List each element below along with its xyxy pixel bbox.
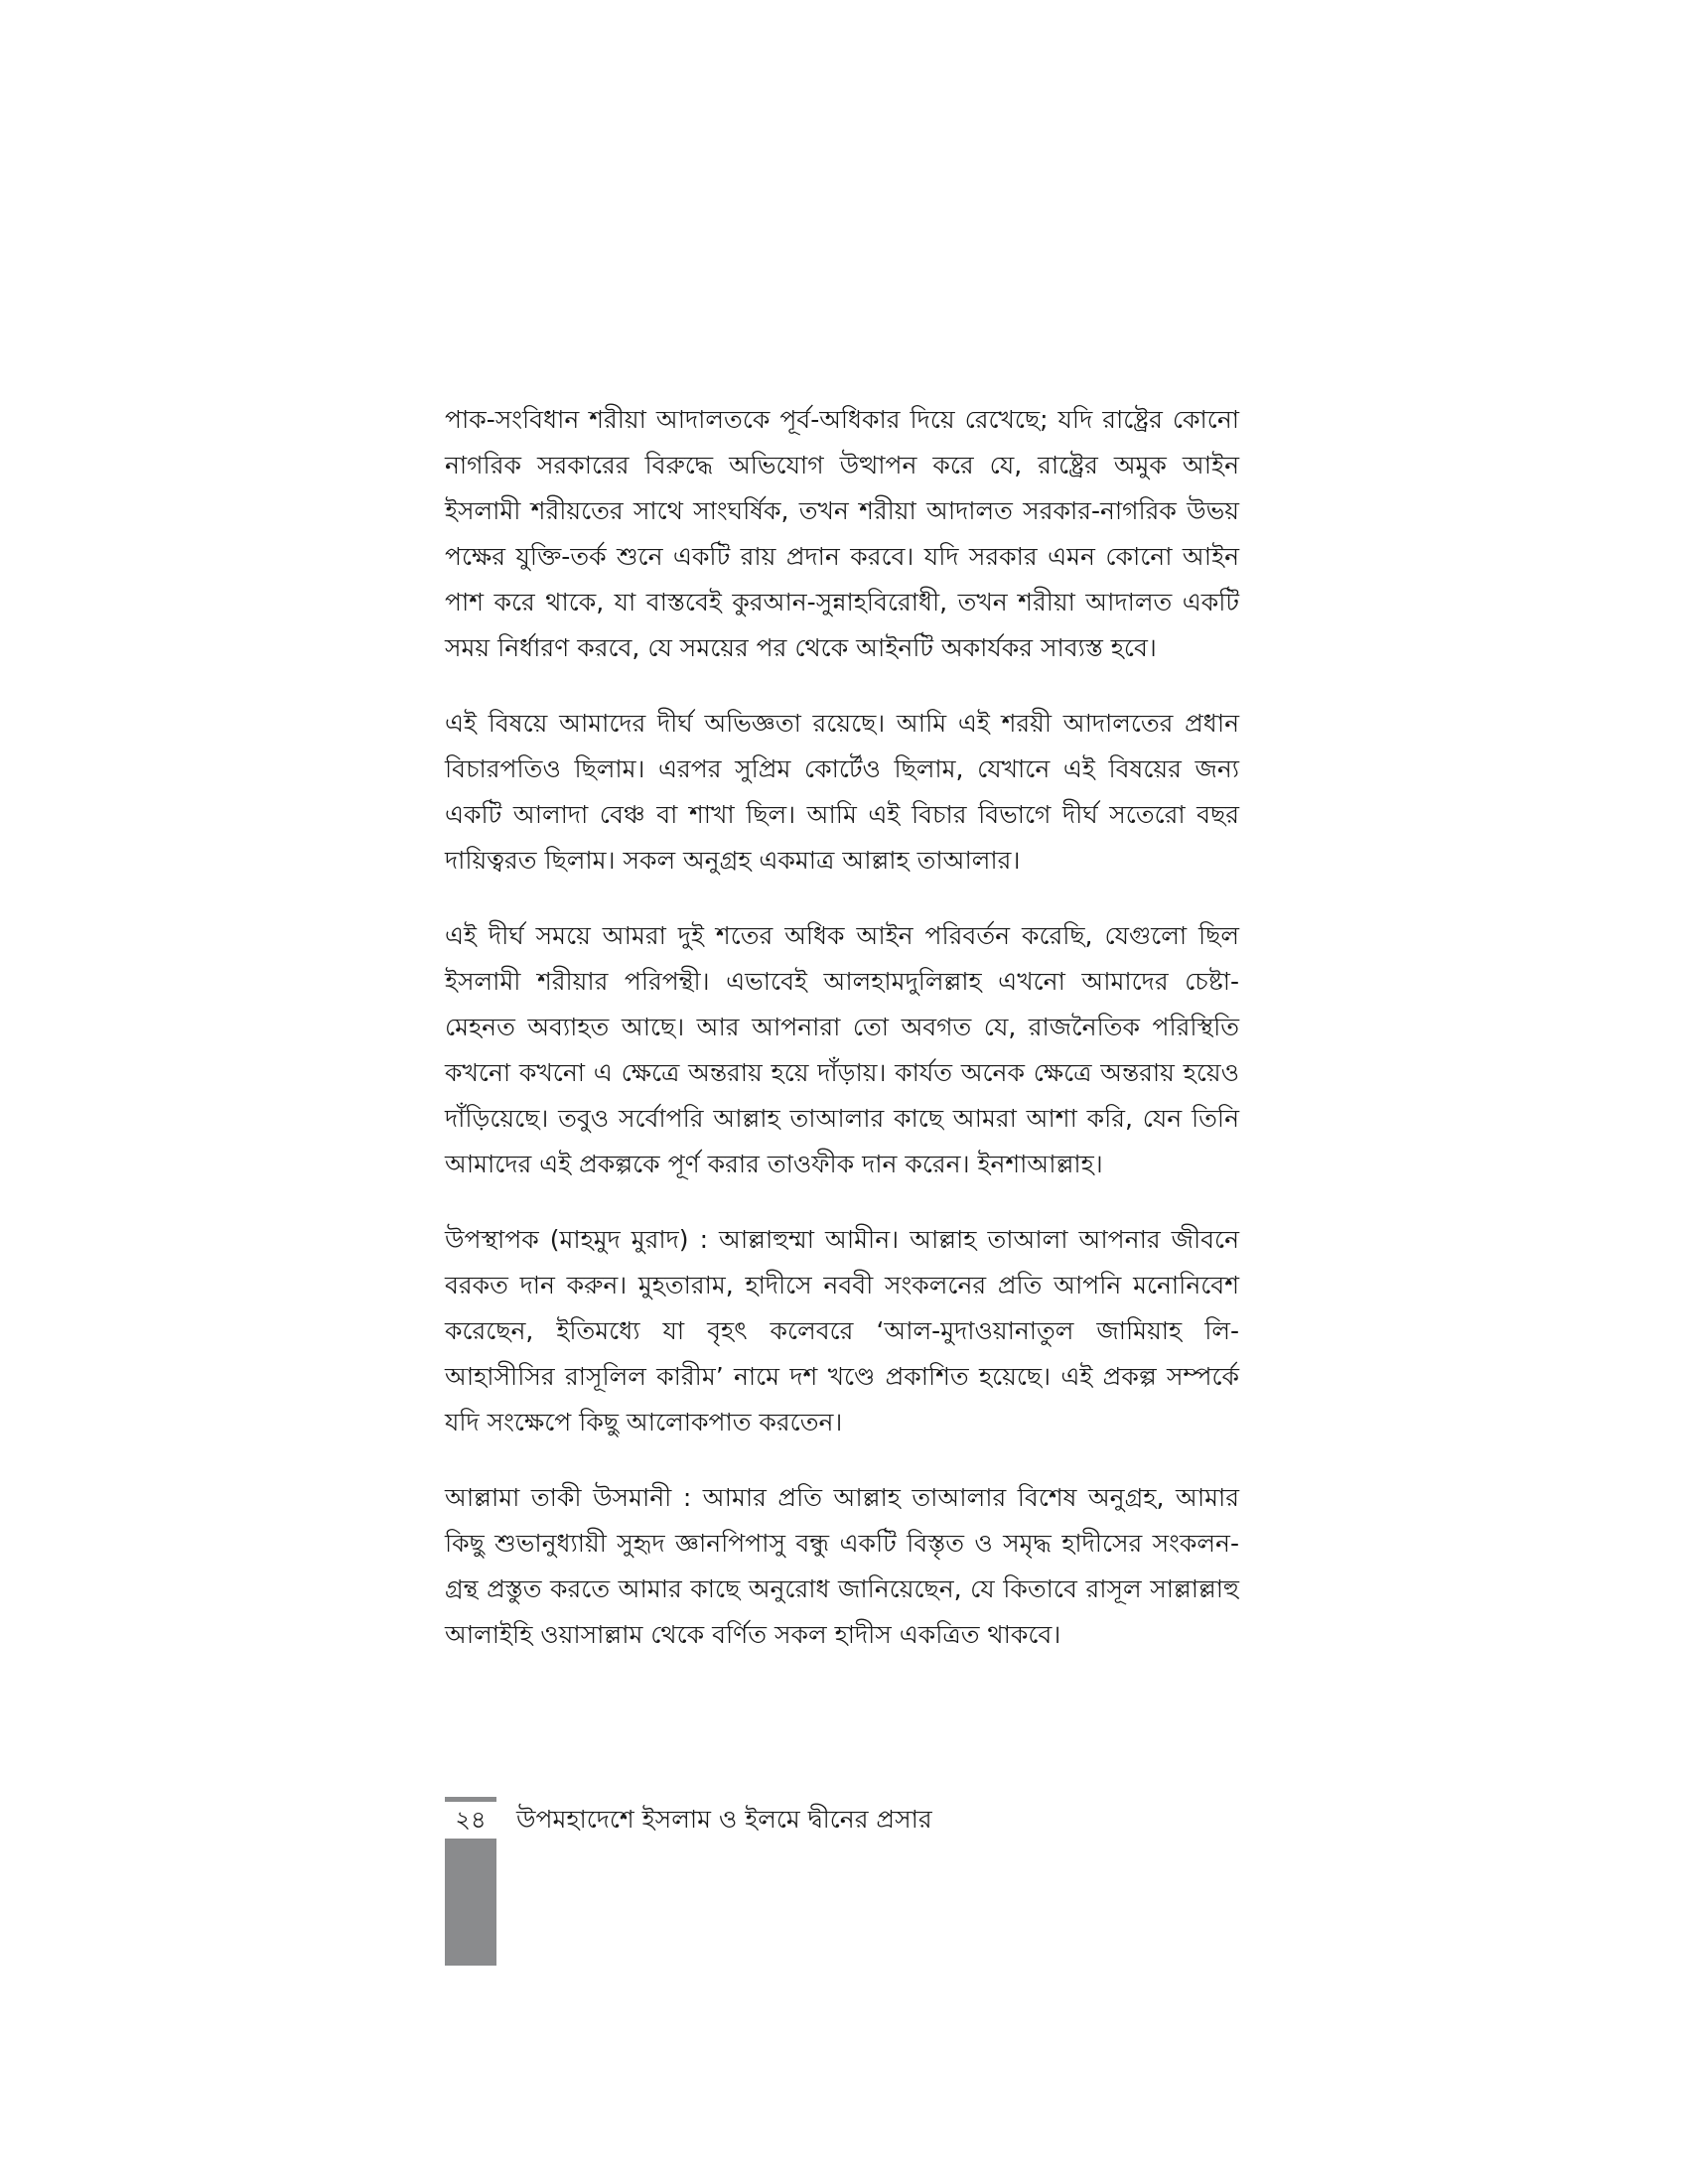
running-title: উপমহাদেশে ইসলাম ও ইলমে দ্বীনের প্রসার (516, 1805, 932, 1834)
page-number: ২৪ (455, 1806, 487, 1834)
paragraph-4: উপস্থাপক (মাহমুদ মুরাদ) : আল্লাহুম্মা আমীন। আল্লাহ তাআলা আপনার জীবনে বরকত দান করুন। মুহতারাম, হাদীসে নববী সংকলনের প্রতি আপনি মনোনিবেশ করেছেন, ইতিমধ্যে যা বৃহৎ কলেবরে ‘আল-মুদাওয়ানাতুল জামিয়াহ লি-আহাসীসির রাসূলিল কারীম’ নামে দশ খণ্ডে প্রকাশিত হয়েছে। এই প্রকল্প সম্পর্কে যদি সংক্ষেপে কিছু আলোকপাত করতেন। (445, 1225, 1239, 1436)
paragraph-5: আল্লামা তাকী উসমানী : আমার প্রতি আল্লাহ তাআলার বিশেষ অনুগ্রহ, আমার কিছু শুভানুধ্যায়ী সুহৃদ জ্ঞানপিপাসু বন্ধু একটি বিস্তৃত ও সমৃদ্ধ হাদীসের সংকলন-গ্রন্থ প্রস্তুত করতে আমার কাছে অনুরোধ জানিয়েছেন, যে কিতাবে রাসূল সাল্লাল্লাহু আলাইহি ওয়াসাল্লাম থেকে বর্ণিত সকল হাদীস একত্রিত থাকবে। (445, 1483, 1239, 1649)
page-footer (445, 1797, 1140, 1966)
footer-top-bar (445, 1797, 496, 1802)
paragraph-2: এই বিষয়ে আমাদের দীর্ঘ অভিজ্ঞতা রয়েছে। আমি এই শরয়ী আদালতের প্রধান বিচারপতিও ছিলাম। এরপর সুপ্রিম কোর্টেও ছিলাম, যেখানে এই বিষয়ের জন্য একটি আলাদা বেঞ্চ বা শাখা ছিল। আমি এই বিচার বিভাগে দীর্ঘ সতেরো বছর দায়িত্বরত ছিলাম। সকল অনুগ্রহ একমাত্র আল্লাহ তাআলার। (445, 709, 1239, 875)
footer-side-bar (445, 1839, 496, 1966)
body-text (445, 397, 1239, 1688)
paragraph-3: এই দীর্ঘ সময়ে আমরা দুই শতের অধিক আইন পরিবর্তন করেছি, যেগুলো ছিল ইসলামী শরীয়ার পরিপন্থী। এভাবেই আলহামদুলিল্লাহ এখনো আমাদের চেষ্টা-মেহনত অব্যাহত আছে। আর আপনারা তো অবগত যে, রাজনৈতিক পরিস্থিতি কখনো কখনো এ ক্ষেত্রে অন্তরায় হয়ে দাঁড়ায়। কার্যত অনেক ক্ষেত্রে অন্তরায় হয়েও দাঁড়িয়েছে। তবুও সর্বোপরি আল্লাহ তাআলার কাছে আমরা আশা করি, যেন তিনি আমাদের এই প্রকল্পকে পূর্ণ করার তাওফীক দান করেন। ইনশাআল্লাহ। (445, 921, 1239, 1178)
paragraph-1: পাক-সংবিধান শরীয়া আদালতকে পূর্ব-অধিকার দিয়ে রেখেছে; যদি রাষ্ট্রের কোনো নাগরিক সরকারের বিরুদ্ধে অভিযোগ উত্থাপন করে যে, রাষ্ট্রের অমুক আইন ইসলামী শরীয়তের সাথে সাংঘর্ষিক, তখন শরীয়া আদালত সরকার-নাগরিক উভয় পক্ষের যুক্তি-তর্ক শুনে একটি রায় প্রদান করবে। যদি সরকার এমন কোনো আইন পাশ করে থাকে, যা বাস্তবেই কুরআন-সুন্নাহবিরোধী, তখন শরীয়া আদালত একটি সময় নির্ধারণ করবে, যে সময়ের পর থেকে আইনটি অকার্যকর সাব্যস্ত হবে। (445, 405, 1239, 662)
